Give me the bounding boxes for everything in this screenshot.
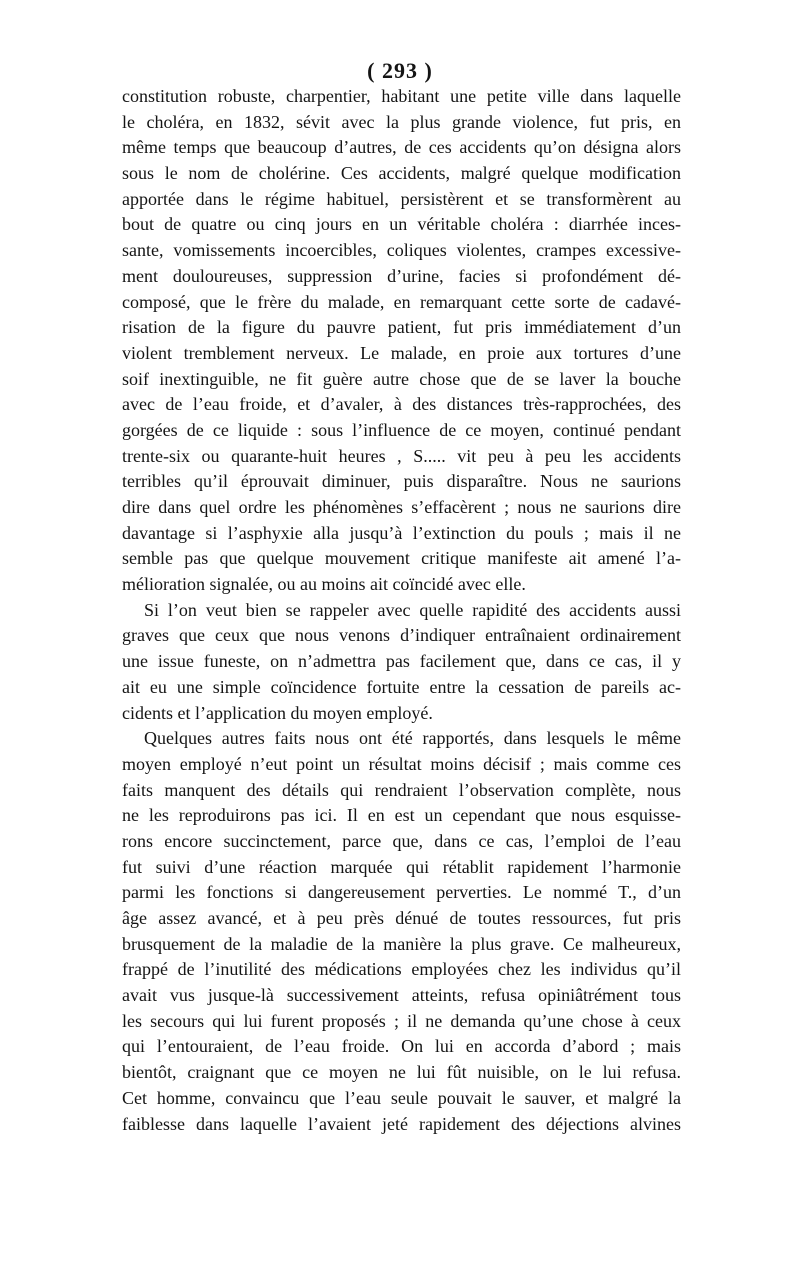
text-line: gorgées de ce liquide : sous l’influence de ce moyen, continué pendant bbox=[122, 419, 681, 440]
text-line: apportée dans le régime habituel, persistèrent et se transformèrent au bbox=[122, 188, 681, 209]
text-line: faiblesse dans laquelle l’avaient jeté rapidement des déjections alvines bbox=[122, 1113, 681, 1134]
text-line: les secours qui lui furent proposés ; il ne demanda qu’une chose à ceux bbox=[122, 1010, 681, 1031]
text-line: trente-six ou quarante-huit heures , S..... vit peu à peu les accidents bbox=[122, 445, 681, 466]
text-line: même temps que beaucoup d’autres, de ces accidents qu’on désigna alors bbox=[122, 137, 681, 158]
text-line: avait vus jusque-là successivement atteints, refusa opiniâtrément tous bbox=[122, 985, 681, 1006]
text-line: Quelques autres faits nous ont été rapportés, dans lesquels le même bbox=[144, 728, 681, 749]
text-line: graves que ceux que nous venons d’indiquer entraînaient ordinairement bbox=[122, 625, 681, 646]
text-line: semble pas que quelque mouvement critique manifeste ait amené l’a- bbox=[122, 548, 681, 569]
paragraph-3 bbox=[122, 726, 681, 1137]
text-line: soif inextinguible, ne fit guère autre chose que de se laver la bouche bbox=[122, 368, 681, 389]
text-line: ne les reproduirons pas ici. Il en est un cependant que nous esquisse- bbox=[122, 805, 681, 826]
paragraph-1 bbox=[122, 84, 681, 598]
text-line: sante, vomissements incoercibles, coliques violentes, crampes excessive- bbox=[122, 240, 681, 261]
text-line: le choléra, en 1832, sévit avec la plus grande violence, fut pris, en bbox=[122, 111, 681, 132]
page-number: ( 293 ) bbox=[367, 58, 433, 83]
text-line: terribles qu’il éprouvait diminuer, puis disparaître. Nous ne saurions bbox=[122, 471, 681, 492]
text-line: qui l’entouraient, de l’eau froide. On lui en accorda d’abord ; mais bbox=[122, 1036, 681, 1057]
text-line: violent tremblement nerveux. Le malade, en proie aux tortures d’une bbox=[122, 342, 681, 363]
text-line: Si l’on veut bien se rappeler avec quelle rapidité des accidents aussi bbox=[144, 599, 681, 620]
text-line: ment douloureuses, suppression d’urine, facies si profondément dé- bbox=[122, 265, 681, 286]
text-line: cidents et l’application du moyen employé. bbox=[122, 702, 433, 723]
text-line: risation de la figure du pauvre patient, fut pris immédiatement d’un bbox=[122, 317, 681, 338]
text-line: moyen employé n’eut point un résultat moins décisif ; mais comme ces bbox=[122, 753, 681, 774]
text-line: Cet homme, convaincu que l’eau seule pouvait le sauver, et malgré la bbox=[122, 1087, 681, 1108]
text-line: sous le nom de cholérine. Ces accidents, malgré quelque modification bbox=[122, 163, 681, 184]
text-line: composé, que le frère du malade, en remarquant cette sorte de cadavé- bbox=[122, 291, 681, 312]
text-line: dire dans quel ordre les phénomènes s’effacèrent ; nous ne saurions dire bbox=[122, 497, 681, 517]
text-line: bout de quatre ou cinq jours en un véritable choléra : diarrhée inces- bbox=[122, 214, 681, 235]
text-line: constitution robuste, charpentier, habitant une petite ville dans laquelle bbox=[122, 86, 681, 106]
text-line: avec de l’eau froide, et d’avaler, à des distances très-rapprochées, des bbox=[122, 394, 681, 415]
body-text bbox=[122, 84, 681, 1137]
text-line: faits manquent des détails qui rendraient l’observation complète, nous bbox=[122, 779, 681, 800]
text-line: mélioration signalée, ou au moins ait coïncidé avec elle. bbox=[122, 574, 526, 595]
paragraph-2 bbox=[122, 598, 681, 726]
text-line: fut suivi d’une réaction marquée qui rétablit rapidement l’harmonie bbox=[122, 856, 681, 877]
text-line: parmi les fonctions si dangereusement perverties. Le nommé T., d’un bbox=[122, 882, 681, 903]
text-line: bientôt, craignant que ce moyen ne lui fût nuisible, on le lui refusa. bbox=[122, 1062, 681, 1083]
text-line: brusquement de la maladie de la manière la plus grave. Ce malheureux, bbox=[122, 933, 681, 954]
text-line: une issue funeste, on n’admettra pas facilement que, dans ce cas, il y bbox=[122, 651, 681, 672]
text-line: frappé de l’inutilité des médications employées chez les individus qu’il bbox=[122, 959, 681, 980]
text-line: ait eu une simple coïncidence fortuite entre la cessation de pareils ac- bbox=[122, 676, 681, 697]
text-line: davantage si l’asphyxie alla jusqu’à l’extinction du pouls ; mais il ne bbox=[122, 522, 681, 543]
text-line: âge assez avancé, et à peu près dénué de toutes ressources, fut pris bbox=[122, 908, 681, 928]
text-line: rons encore succinctement, parce que, dans ce cas, l’emploi de l’eau bbox=[122, 830, 681, 851]
